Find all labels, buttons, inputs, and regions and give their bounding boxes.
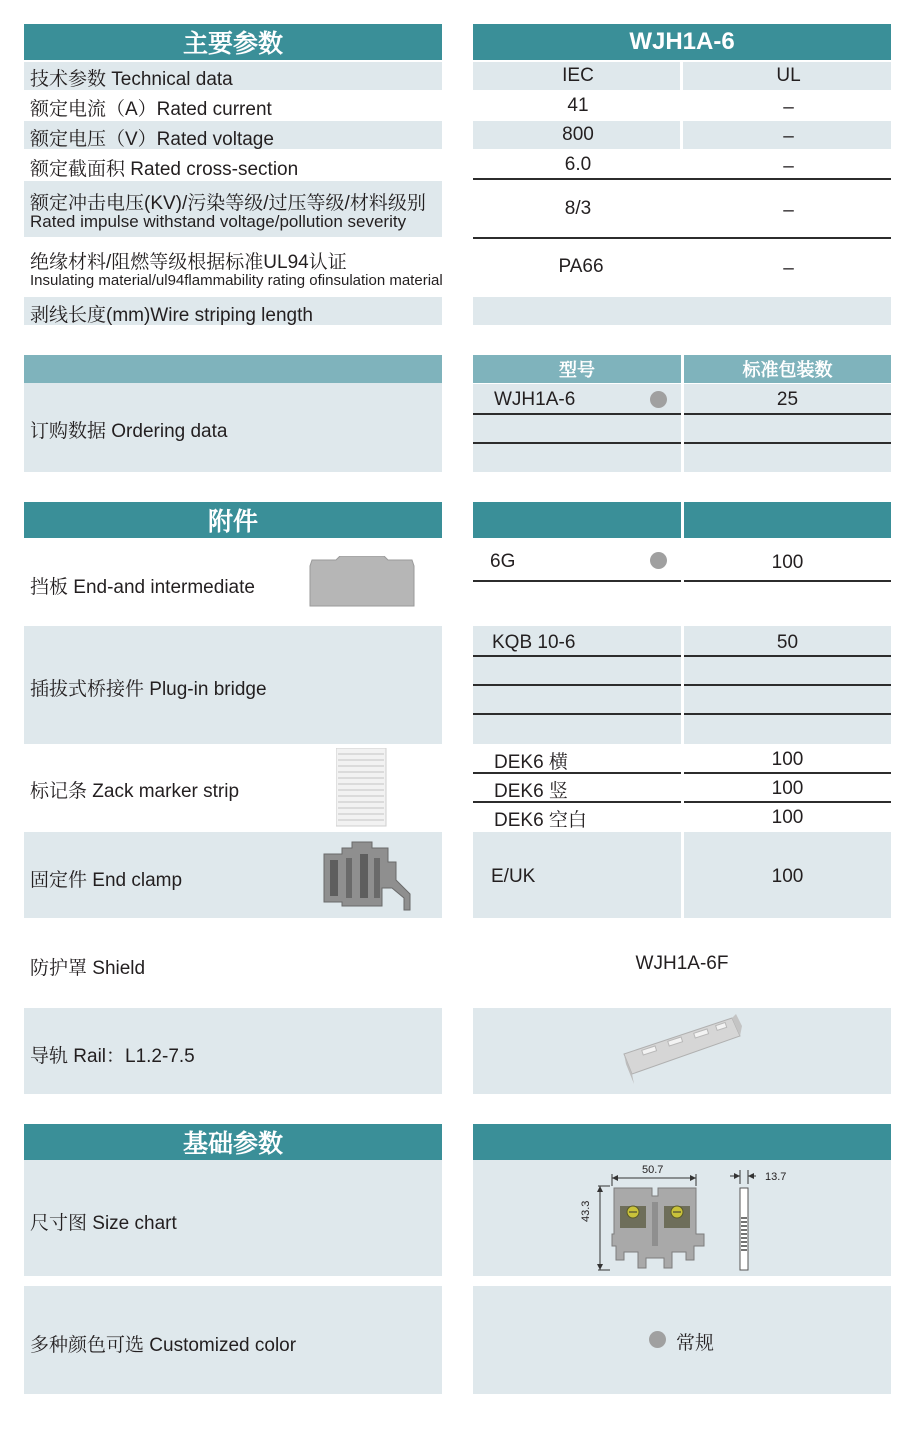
marker-strip-image	[336, 748, 388, 828]
cross-section-ul: –	[783, 156, 794, 177]
marker-model: DEK6 横	[494, 751, 568, 773]
basic-params-header: 基础参数	[24, 1124, 442, 1160]
end-clamp-qty: 100	[771, 866, 804, 887]
rail-label: 导轨 Rail：L1.2-7.5	[30, 1046, 195, 1067]
row-divider	[684, 655, 891, 657]
ordering-model: WJH1A-6	[494, 389, 576, 410]
rated-voltage-ul: –	[783, 126, 794, 147]
ordering-package-header: 标准包装数	[684, 355, 891, 383]
row-divider	[684, 772, 891, 774]
end-plate-image	[306, 556, 418, 608]
row-divider	[684, 413, 891, 415]
insulating-material-iec: PA66	[558, 256, 604, 277]
label-insulating-material-en: Insulating material/ul94flammability rating ofinsulation material	[30, 272, 443, 289]
model-header: WJH1A-6	[473, 24, 891, 60]
dimension-width: 50.7	[642, 1164, 664, 1176]
basic-params-header-r	[473, 1124, 891, 1160]
color-swatch-icon	[649, 1331, 666, 1348]
end-clamp-model: E/UK	[491, 866, 536, 887]
marker-qty: 100	[771, 807, 804, 828]
color-option-label: 常规	[676, 1333, 715, 1354]
row-divider	[684, 713, 891, 715]
bridge-qty: 50	[776, 632, 799, 653]
impulse-voltage-iec: 8/3	[564, 198, 592, 219]
main-params-header: 主要参数	[24, 24, 442, 60]
ordering-model-header: 型号	[473, 355, 681, 383]
marker-qty: 100	[771, 749, 804, 770]
end-plate-qty: 100	[771, 552, 804, 573]
end-clamp-label: 固定件 End clamp	[30, 870, 183, 891]
row-divider	[684, 801, 891, 803]
end-clamp-image	[322, 840, 414, 912]
row-divider	[473, 442, 681, 444]
cross-section-iec: 6.0	[564, 154, 592, 175]
dimension-depth: 13.7	[765, 1171, 787, 1183]
label-rated-current: 额定电流（A）Rated current	[30, 99, 272, 120]
impulse-voltage-ul: –	[783, 200, 794, 221]
rated-current-ul: –	[783, 97, 794, 118]
row-divider	[473, 237, 891, 239]
end-plate-model: 6G	[490, 551, 516, 572]
accessories-header-r1	[473, 502, 681, 538]
col-divider	[680, 121, 683, 149]
rail-image	[620, 1014, 744, 1088]
col-ul-header: UL	[776, 65, 801, 86]
row-divider	[473, 772, 681, 774]
col-divider	[680, 62, 683, 90]
accessories-header: 附件	[24, 502, 442, 538]
row-divider	[473, 413, 681, 415]
label-cross-section: 额定截面积 Rated cross-section	[30, 159, 299, 180]
accessories-header-r2	[684, 502, 891, 538]
bridge-model: KQB 10-6	[492, 632, 576, 653]
marker-label: 标记条 Zack marker strip	[30, 781, 240, 802]
row-divider	[473, 801, 681, 803]
row-divider	[473, 178, 891, 180]
end-plate-label: 挡板 End-and intermediate	[30, 577, 255, 598]
color-label: 多种颜色可选 Customized color	[30, 1335, 297, 1356]
col-iec-header: IEC	[562, 65, 594, 86]
row-divider	[684, 580, 891, 582]
marker-model: DEK6 竖	[494, 780, 568, 802]
row-bg-wire-r	[473, 297, 891, 325]
marker-qty: 100	[771, 778, 804, 799]
ordering-top-band	[24, 355, 442, 383]
row-divider	[684, 442, 891, 444]
label-impulse-voltage: 额定冲击电压(KV)/污染等级/过压等级/材料级别	[30, 193, 426, 214]
ordering-qty: 25	[776, 389, 799, 410]
dimension-height: 43.3	[580, 1200, 592, 1222]
row-divider	[473, 713, 681, 715]
rated-current-iec: 41	[567, 95, 589, 116]
status-dot-icon	[650, 552, 667, 569]
label-rated-voltage: 额定电压（V）Rated voltage	[30, 129, 274, 150]
row-divider	[473, 655, 681, 657]
status-dot-icon	[650, 391, 667, 408]
marker-model: DEK6 空白	[494, 809, 587, 831]
row-divider	[684, 684, 891, 686]
insulating-material-ul: –	[783, 258, 794, 279]
row-divider	[473, 684, 681, 686]
rated-voltage-iec: 800	[562, 124, 594, 145]
shield-model: WJH1A-6F	[635, 953, 729, 974]
label-insulating-material: 绝缘材料/阻燃等级根据标准UL94认证	[30, 252, 347, 273]
row-divider	[473, 580, 681, 582]
shield-label: 防护罩 Shield	[30, 958, 146, 979]
ordering-label: 订购数据 Ordering data	[30, 421, 228, 442]
label-wire-striping: 剥线长度(mm)Wire striping length	[30, 305, 313, 326]
label-impulse-voltage-en: Rated impulse withstand voltage/pollution severity	[30, 212, 407, 231]
label-technical-data: 技术参数 Technical data	[30, 69, 233, 90]
size-chart-label: 尺寸图 Size chart	[30, 1213, 177, 1234]
bridge-label: 插拔式桥接件 Plug-in bridge	[30, 679, 267, 700]
